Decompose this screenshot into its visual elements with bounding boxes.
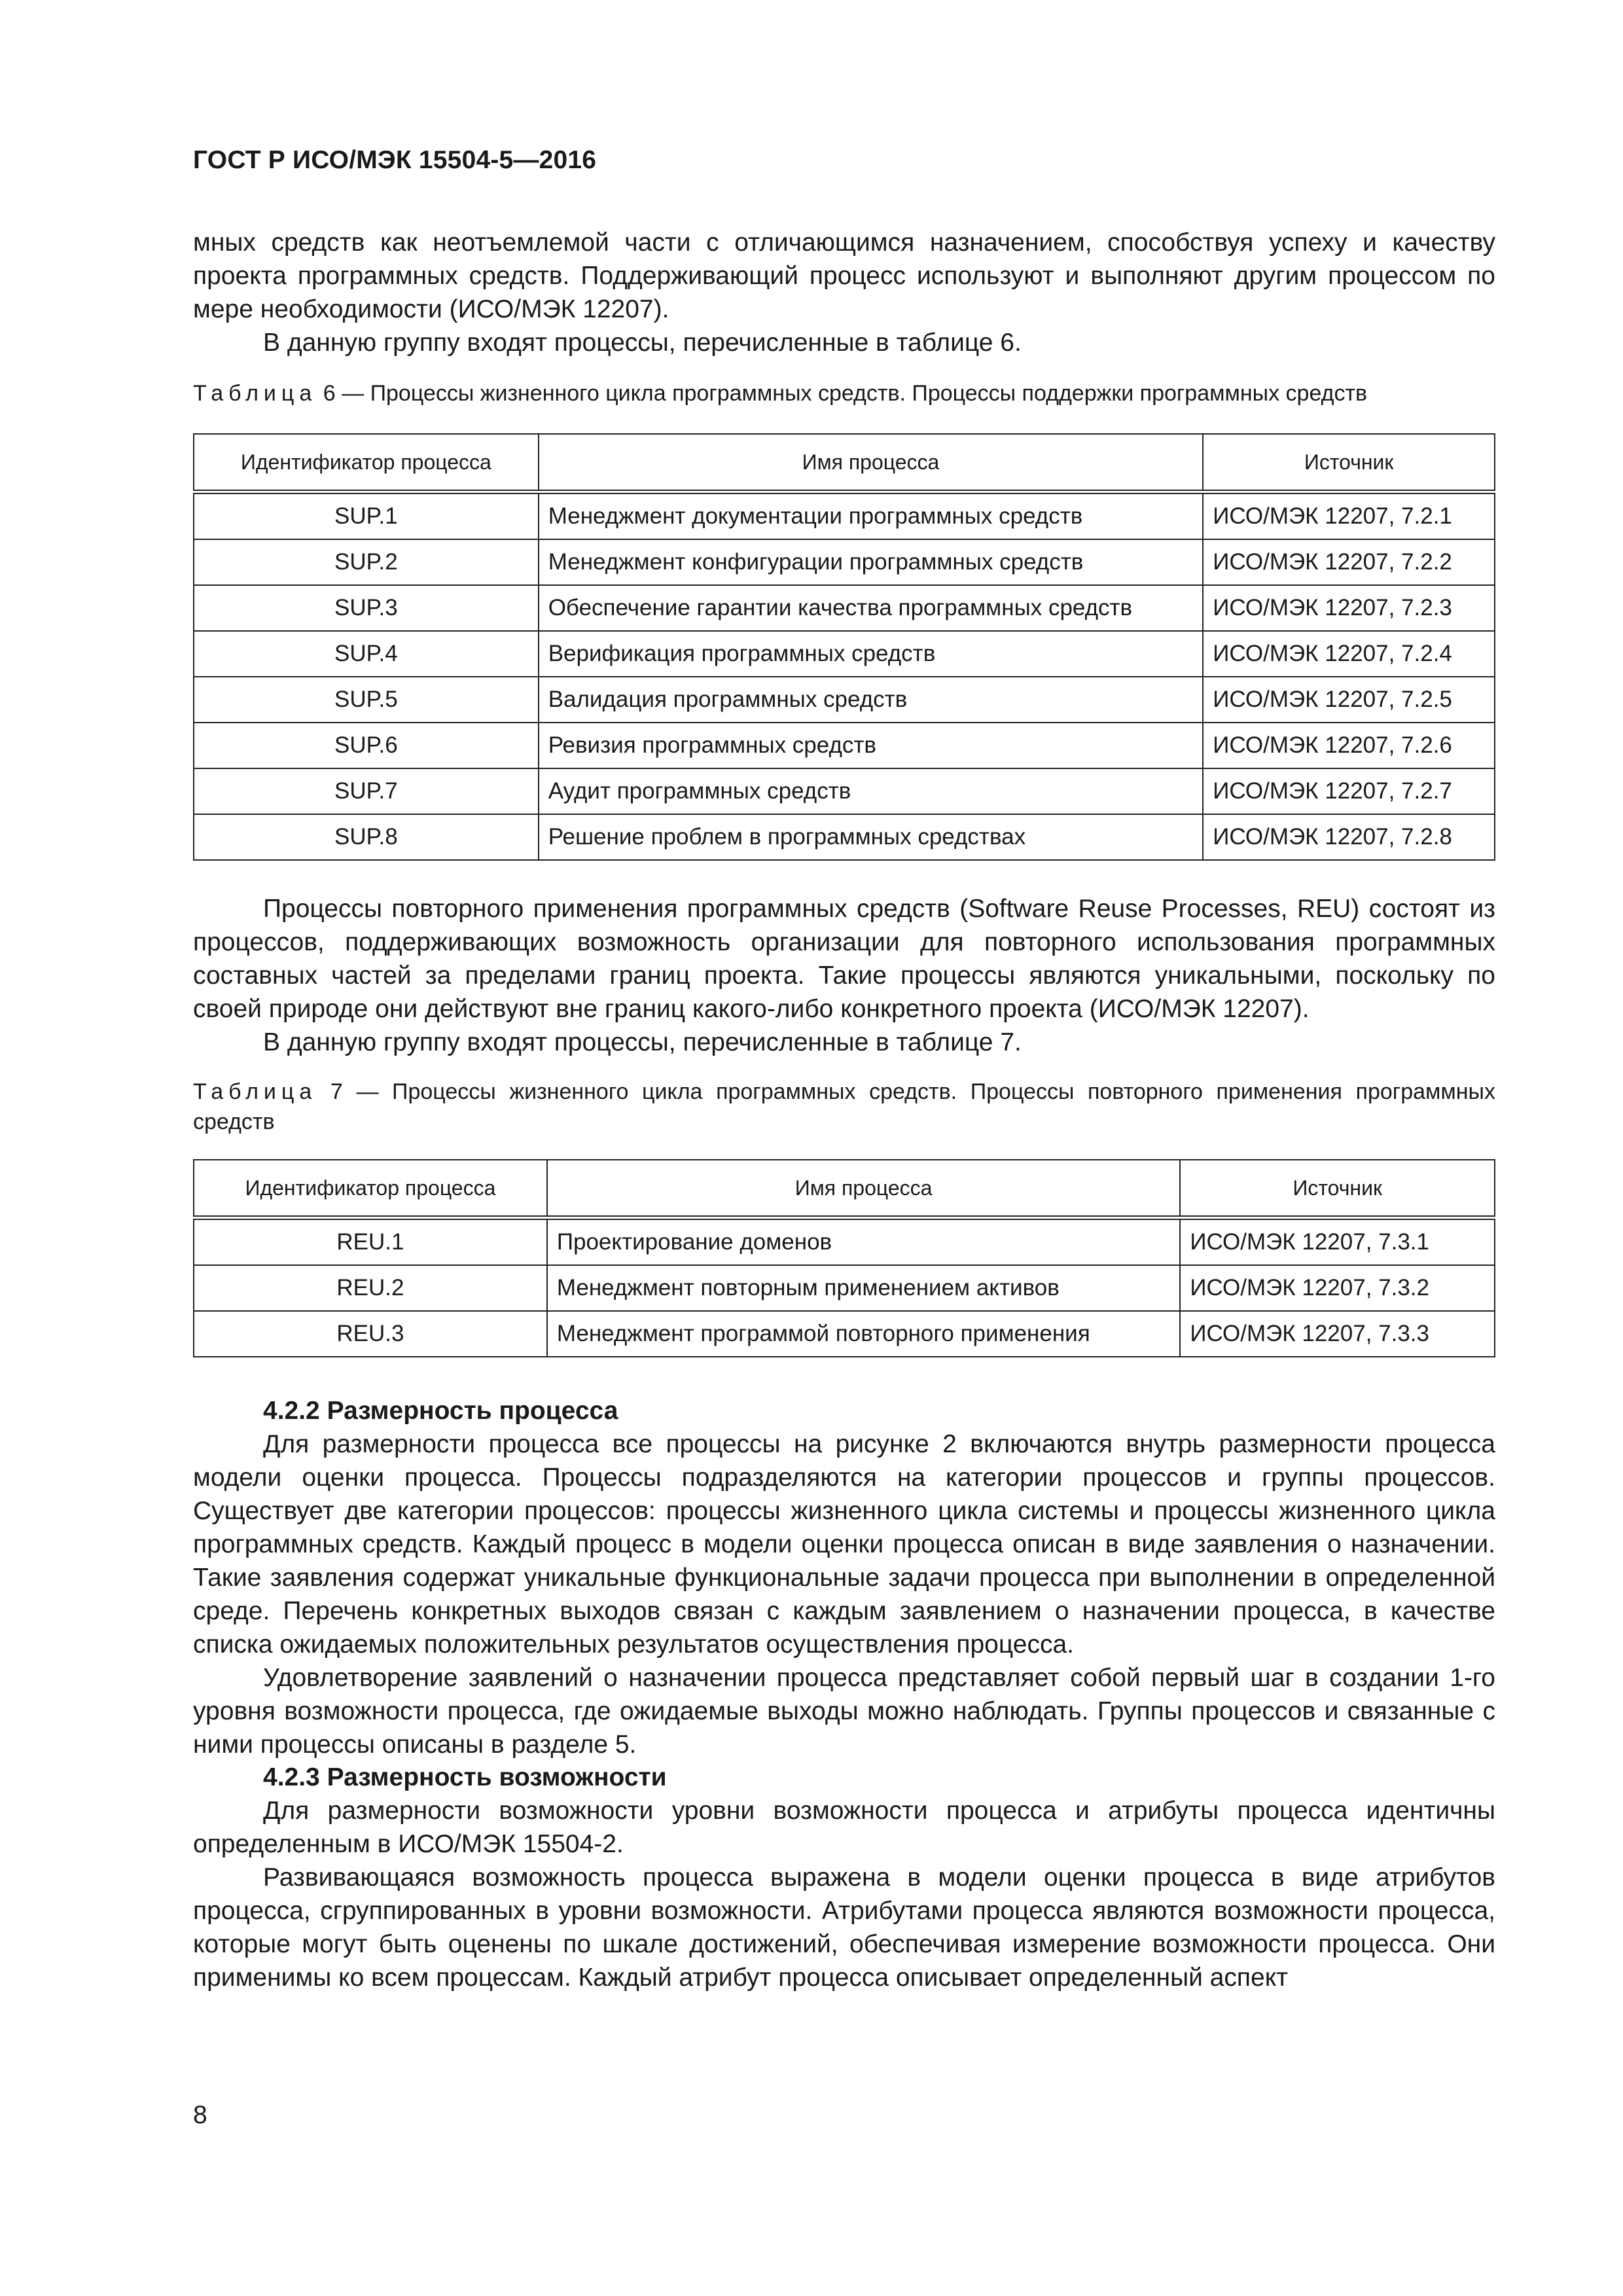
section-paragraph: Для размерности процесса все процессы на рисунке 2 включаются внутрь размерности процесса модели оценки процесса. Процессы подразделяются на категории процессов и группы процессов. Существует две категории процессов: процессы жизненного цикла системы и процессы жизненного цикла программных средств. Каждый процесс в модели оценки процесса описан в виде заявления о назначении. Такие заявления содержат уникальные функциональные задачи процесса при выполнении в определенной среде. Перечень конкретных выходов связан с каждым заявлением о назначении процесса, в качестве списка ожидаемых положительных результатов осуществления процесса. [193,1430,1495,1659]
process-source: ИСО/МЭК 12207, 7.2.3 [1203,585,1495,631]
table6-caption [193,378,1495,408]
table7 [193,1159,1495,1357]
process-id: SUP.3 [194,585,539,631]
process-source: ИСО/МЭК 12207, 7.2.7 [1203,768,1495,814]
table-row [194,1218,1495,1266]
table-row [194,814,1495,860]
table7-caption-text: 7 — Процессы жизненного цикла программных средств. Процессы повторного применения программных средств [193,1079,1495,1134]
process-source: ИСО/МЭК 12207, 7.2.2 [1203,539,1495,585]
section-heading: 4.2.3 Размерность возможности [263,1763,667,1791]
process-id: REU.2 [194,1265,547,1311]
table6-header-row [194,434,1495,492]
process-id: SUP.2 [194,539,539,585]
reuse-table-reference: В данную группу входят процессы, перечисленные в таблице 7. [263,1028,1022,1056]
process-name: Ревизия программных средств [539,723,1204,768]
process-id: REU.3 [194,1311,547,1357]
section-paragraph: Развивающаяся возможность процесса выражена в модели оценки процесса в виде атрибутов процесса, сгруппированных в уровни возможности. Атрибутами процесса являются возможности процесса, которые могут быть оценены по шкале достижений, обеспечивая измерение возможности процесса. Они применимы ко всем процессам. Каждый атрибут процесса описывает определенный аспект [193,1863,1495,1992]
process-source: ИСО/МЭК 12207, 7.3.3 [1180,1311,1495,1357]
process-id: REU.1 [194,1218,547,1266]
process-source: ИСО/МЭК 12207, 7.2.4 [1203,631,1495,677]
process-source: ИСО/МЭК 12207, 7.2.8 [1203,814,1495,860]
section-paragraph: Удовлетворение заявлений о назначении процесса представляет собой первый шаг в создании 1-го уровня возможности процесса, где ожидаемые выходы можно наблюдать. Группы процессов и связанные с ними процессы описаны в разделе 5. [193,1664,1495,1759]
table7-header-source: Источник [1180,1160,1495,1218]
intro-table-reference: В данную группу входят процессы, перечисленные в таблице 6. [263,329,1022,357]
process-name: Обеспечение гарантии качества программных средств [539,585,1204,631]
table-row [194,492,1495,540]
table6-container [193,433,1495,861]
table-row [194,1311,1495,1357]
table-row [194,768,1495,814]
table-row [194,677,1495,723]
table-row [194,631,1495,677]
process-name: Аудит программных средств [539,768,1204,814]
table6-header-name: Имя процесса [539,434,1204,492]
process-source: ИСО/МЭК 12207, 7.3.2 [1180,1265,1495,1311]
process-name: Верификация программных средств [539,631,1204,677]
table-row [194,585,1495,631]
section-paragraph: Для размерности возможности уровни возможности процесса и атрибуты процесса идентичны определенным в ИСО/МЭК 15504-2. [193,1797,1495,1858]
process-id: SUP.1 [194,492,539,540]
table7-caption-word: Таблица [193,1079,317,1104]
section-4-2-3 [193,1761,1495,1994]
table-row [194,723,1495,768]
process-id: SUP.4 [194,631,539,677]
page-number: 8 [193,2101,207,2129]
process-name: Менеджмент повторным применением активов [547,1265,1180,1311]
table7-container [193,1159,1495,1357]
reuse-paragraph: Процессы повторного применения программных средств (Software Reuse Processes, REU) состоят из процессов, поддерживающих возможность организации для повторного использования программных составных частей за пределами границ проекта. Такие процессы являются уникальными, поскольку по своей природе они действуют вне границ какого-либо конкретного проекта (ИСО/МЭК 12207). [193,895,1495,1023]
table7-header-row [194,1160,1495,1218]
document-header: ГОСТ Р ИСО/МЭК 15504-5—2016 [193,146,597,174]
process-id: SUP.6 [194,723,539,768]
section-heading: 4.2.2 Размерность процесса [263,1397,618,1425]
process-name: Менеджмент программой повторного применения [547,1311,1180,1357]
table6-caption-text: 6 — Процессы жизненного цикла программных средств. Процессы поддержки программных средств [323,381,1368,406]
process-id: SUP.5 [194,677,539,723]
process-name: Решение проблем в программных средствах [539,814,1204,860]
table7-header-name: Имя процесса [547,1160,1180,1218]
process-name: Проектирование доменов [547,1218,1180,1266]
table7-caption [193,1077,1495,1137]
table-row [194,539,1495,585]
process-name: Менеджмент документации программных средств [539,492,1204,540]
intro-paragraph: мных средств как неотъемлемой части с отличающимся назначением, способствуя успеху и качеству проекта программных средств. Поддерживающий процесс используют и выполняют другим процессом по мере необходимости (ИСО/МЭК 12207). [193,228,1495,323]
process-source: ИСО/МЭК 12207, 7.3.1 [1180,1218,1495,1266]
process-name: Валидация программных средств [539,677,1204,723]
process-source: ИСО/МЭК 12207, 7.2.6 [1203,723,1495,768]
process-id: SUP.7 [194,768,539,814]
process-source: ИСО/МЭК 12207, 7.2.5 [1203,677,1495,723]
table-row [194,1265,1495,1311]
process-source: ИСО/МЭК 12207, 7.2.1 [1203,492,1495,540]
reuse-block [193,892,1495,1059]
intro-block [193,226,1495,359]
table6-header-id: Идентификатор процесса [194,434,539,492]
table6-header-source: Источник [1203,434,1495,492]
process-id: SUP.8 [194,814,539,860]
table6-caption-word: Таблица [193,381,317,406]
table6 [193,433,1495,861]
table7-header-id: Идентификатор процесса [194,1160,547,1218]
process-name: Менеджмент конфигурации программных средств [539,539,1204,585]
section-4-2-2 [193,1394,1495,1761]
